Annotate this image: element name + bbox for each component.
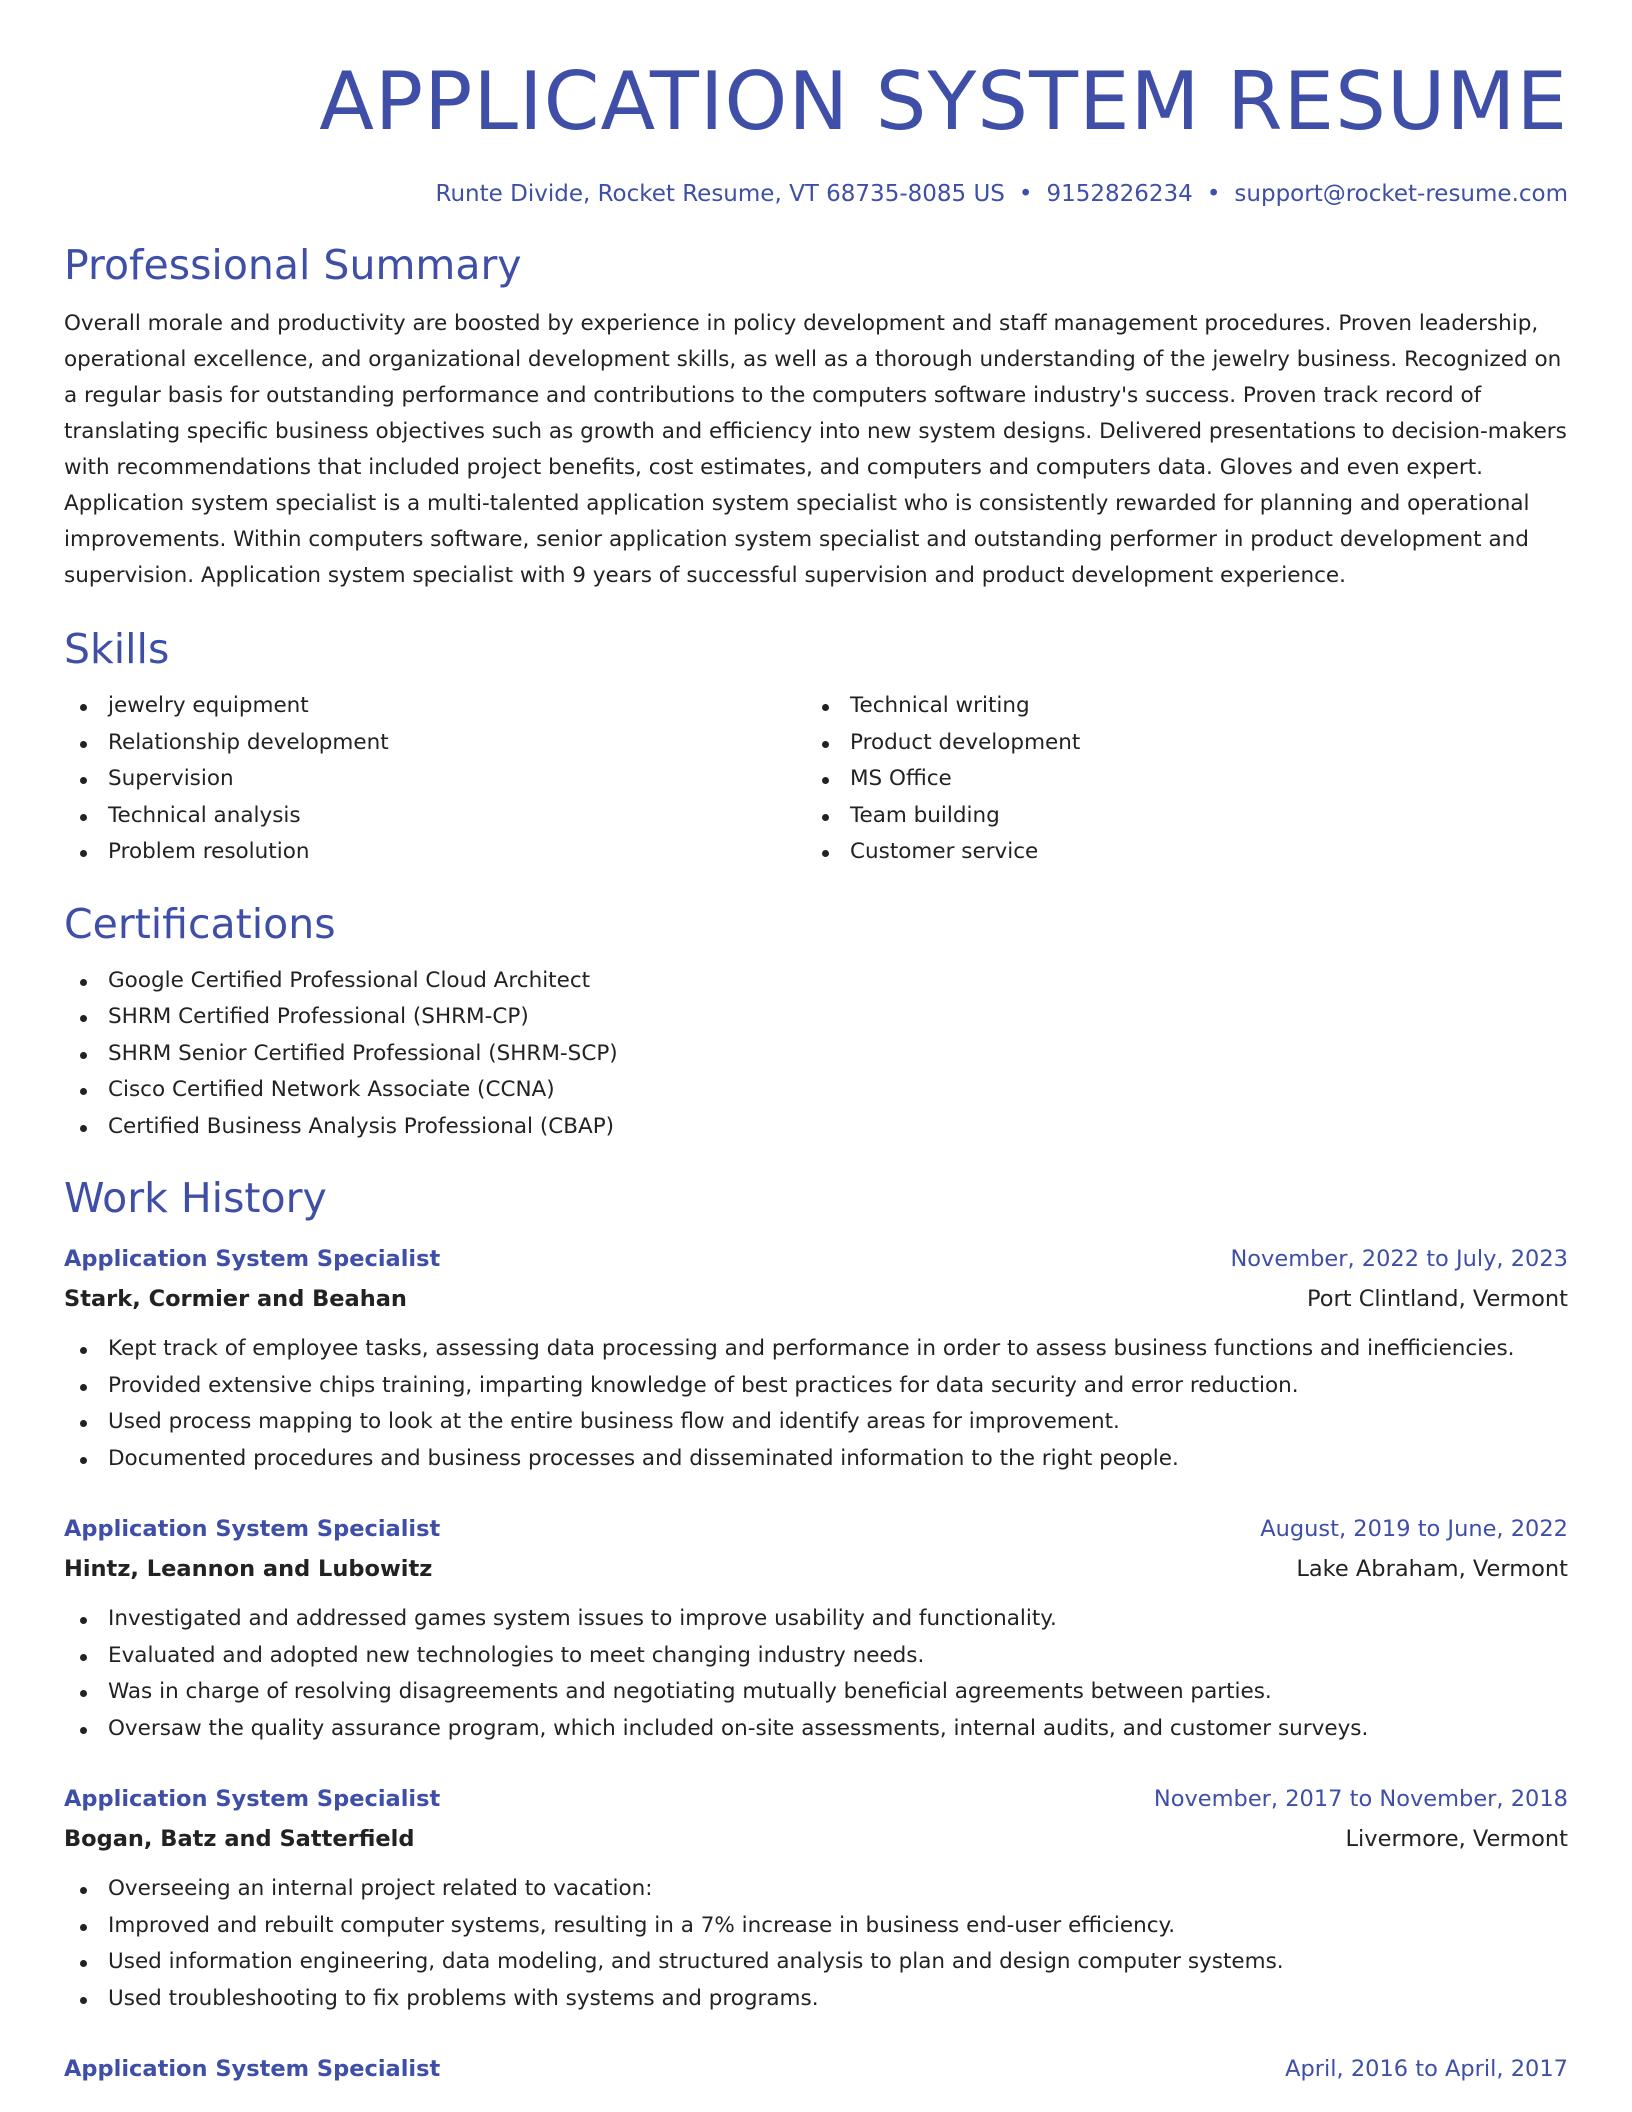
summary-section (64, 238, 1568, 594)
job-duty: Kept track of employee tasks, assessing data processing and performance in order to assess business functions and inefficiencies. (64, 1331, 1568, 1368)
certification-item: Certified Business Analysis Professional (CBAP) (64, 1109, 1568, 1146)
summary-text: Overall morale and productivity are boosted by experience in policy development and staff management procedures. Proven leadership, operational excellence, and organizational development skills, as well as a thorough understanding of the jewelry business. Recognized on a regular basis for outstanding performance and contributions to the computers software industry's success. Proven track record of translating specific business objectives such as growth and efficiency into new system designs. Delivered presentations to decision-makers with recommendations that included project benefits, cost estimates, and computers and computers data. Gloves and even expert. Application system specialist is a multi-talented application system specialist who is consistently rewarded for planning and operational improvements. Within computers software, senior application system specialist and outstanding performer in product development and supervision. Application system specialist with 9 years of successful supervision and product development experience. (64, 311, 1567, 588)
job-position: Application System Specialist (64, 1786, 441, 1812)
contact-email[interactable]: support@rocket-resume.com (1234, 181, 1568, 207)
job-header-row (64, 1779, 1568, 1819)
job-position: Application System Specialist (64, 1516, 441, 1542)
job-duty: Documented procedures and business processes and disseminated information to the right people. (64, 1441, 1568, 1478)
certification-item: Cisco Certified Network Associate (CCNA) (64, 1072, 1568, 1109)
job-entry (64, 1239, 1568, 1477)
skills-heading: Skills (64, 625, 170, 673)
job-duty: Overseeing an internal project related to vacation: (64, 1871, 1568, 1908)
job-company-row (64, 1819, 1568, 1859)
skill-item: jewelry equipment (64, 688, 806, 725)
job-duty: Investigated and addressed games system issues to improve usability and functionality. (64, 1601, 1568, 1638)
job-duty: Used information engineering, data modeling, and structured analysis to plan and design computer systems. (64, 1944, 1568, 1981)
work-history-section (64, 1171, 1568, 2089)
job-company-row (64, 1549, 1568, 1589)
job-duties-list (64, 1871, 1568, 2017)
job-duty: Improved and rebuilt computer systems, resulting in a 7% increase in business end-user efficiency. (64, 1908, 1568, 1945)
resume-header (64, 0, 1568, 210)
job-duties-list (64, 1601, 1568, 1747)
job-entry (64, 1779, 1568, 2017)
skill-item: Team building (806, 798, 1548, 835)
job-duty: Used process mapping to look at the entire business flow and identify areas for improvement. (64, 1404, 1568, 1441)
job-duty: Was in charge of resolving disagreements and negotiating mutually beneficial agreements between parties. (64, 1674, 1568, 1711)
skills-list-right (806, 688, 1548, 871)
contact-separator: • (1018, 181, 1033, 207)
skill-item: Technical analysis (64, 798, 806, 835)
job-position: Application System Specialist (64, 2056, 441, 2082)
skill-item: Problem resolution (64, 834, 806, 871)
contact-separator: • (1206, 181, 1221, 207)
job-header-row (64, 2049, 1568, 2089)
job-dates: November, 2017 to November, 2018 (1153, 1786, 1568, 1812)
job-company: Bogan, Batz and Satterfield (64, 1826, 415, 1852)
summary-heading: Professional Summary (64, 241, 522, 289)
job-entry (64, 1509, 1568, 1747)
contact-phone: 9152826234 (1046, 181, 1193, 207)
job-duty: Evaluated and adopted new technologies to meet changing industry needs. (64, 1638, 1568, 1675)
job-location: Port Clintland, Vermont (1306, 1286, 1568, 1312)
work-history-heading: Work History (64, 1174, 327, 1222)
job-dates: November, 2022 to July, 2023 (1230, 1246, 1568, 1272)
skill-item: Customer service (806, 834, 1548, 871)
job-dates: August, 2019 to June, 2022 (1260, 1516, 1568, 1542)
certifications-heading: Certifications (64, 899, 336, 948)
certifications-list (64, 963, 1568, 1146)
job-company: Hintz, Leannon and Lubowitz (64, 1556, 433, 1582)
job-duty: Provided extensive chips training, imparting knowledge of best practices for data security and error reduction. (64, 1368, 1568, 1405)
job-header-row (64, 1239, 1568, 1279)
skills-grid (64, 688, 1568, 871)
certification-item: Google Certified Professional Cloud Architect (64, 963, 1568, 1000)
job-duties-list (64, 1331, 1568, 1477)
certification-item: SHRM Certified Professional (SHRM-CP) (64, 999, 1568, 1036)
job-dates: April, 2016 to April, 2017 (1285, 2056, 1568, 2082)
contact-address: Runte Divide, Rocket Resume, VT 68735-8085 US (435, 181, 1005, 207)
skill-item: Product development (806, 725, 1548, 762)
skill-item: Supervision (64, 761, 806, 798)
job-location: Lake Abraham, Vermont (1296, 1556, 1568, 1582)
skill-item: MS Office (806, 761, 1548, 798)
certifications-section (64, 897, 1568, 1146)
skills-column-right (806, 688, 1548, 871)
contact-line (64, 178, 1568, 210)
job-entry (64, 2049, 1568, 2089)
skills-column-left (64, 688, 806, 871)
skills-list-left (64, 688, 806, 871)
skill-item: Relationship development (64, 725, 806, 762)
job-company: Stark, Cormier and Beahan (64, 1286, 407, 1312)
certification-item: SHRM Senior Certified Professional (SHRM-SCP) (64, 1036, 1568, 1073)
resume-title: APPLICATION SYSTEM RESUME (319, 55, 1568, 148)
skills-section (64, 622, 1568, 871)
job-duty: Used troubleshooting to fix problems with systems and programs. (64, 1981, 1568, 2018)
skill-item: Technical writing (806, 688, 1548, 725)
job-duty: Oversaw the quality assurance program, which included on-site assessments, internal audits, and customer surveys. (64, 1711, 1568, 1748)
job-position: Application System Specialist (64, 1246, 441, 1272)
job-header-row (64, 1509, 1568, 1549)
job-location: Livermore, Vermont (1345, 1826, 1568, 1852)
job-company-row (64, 1279, 1568, 1319)
